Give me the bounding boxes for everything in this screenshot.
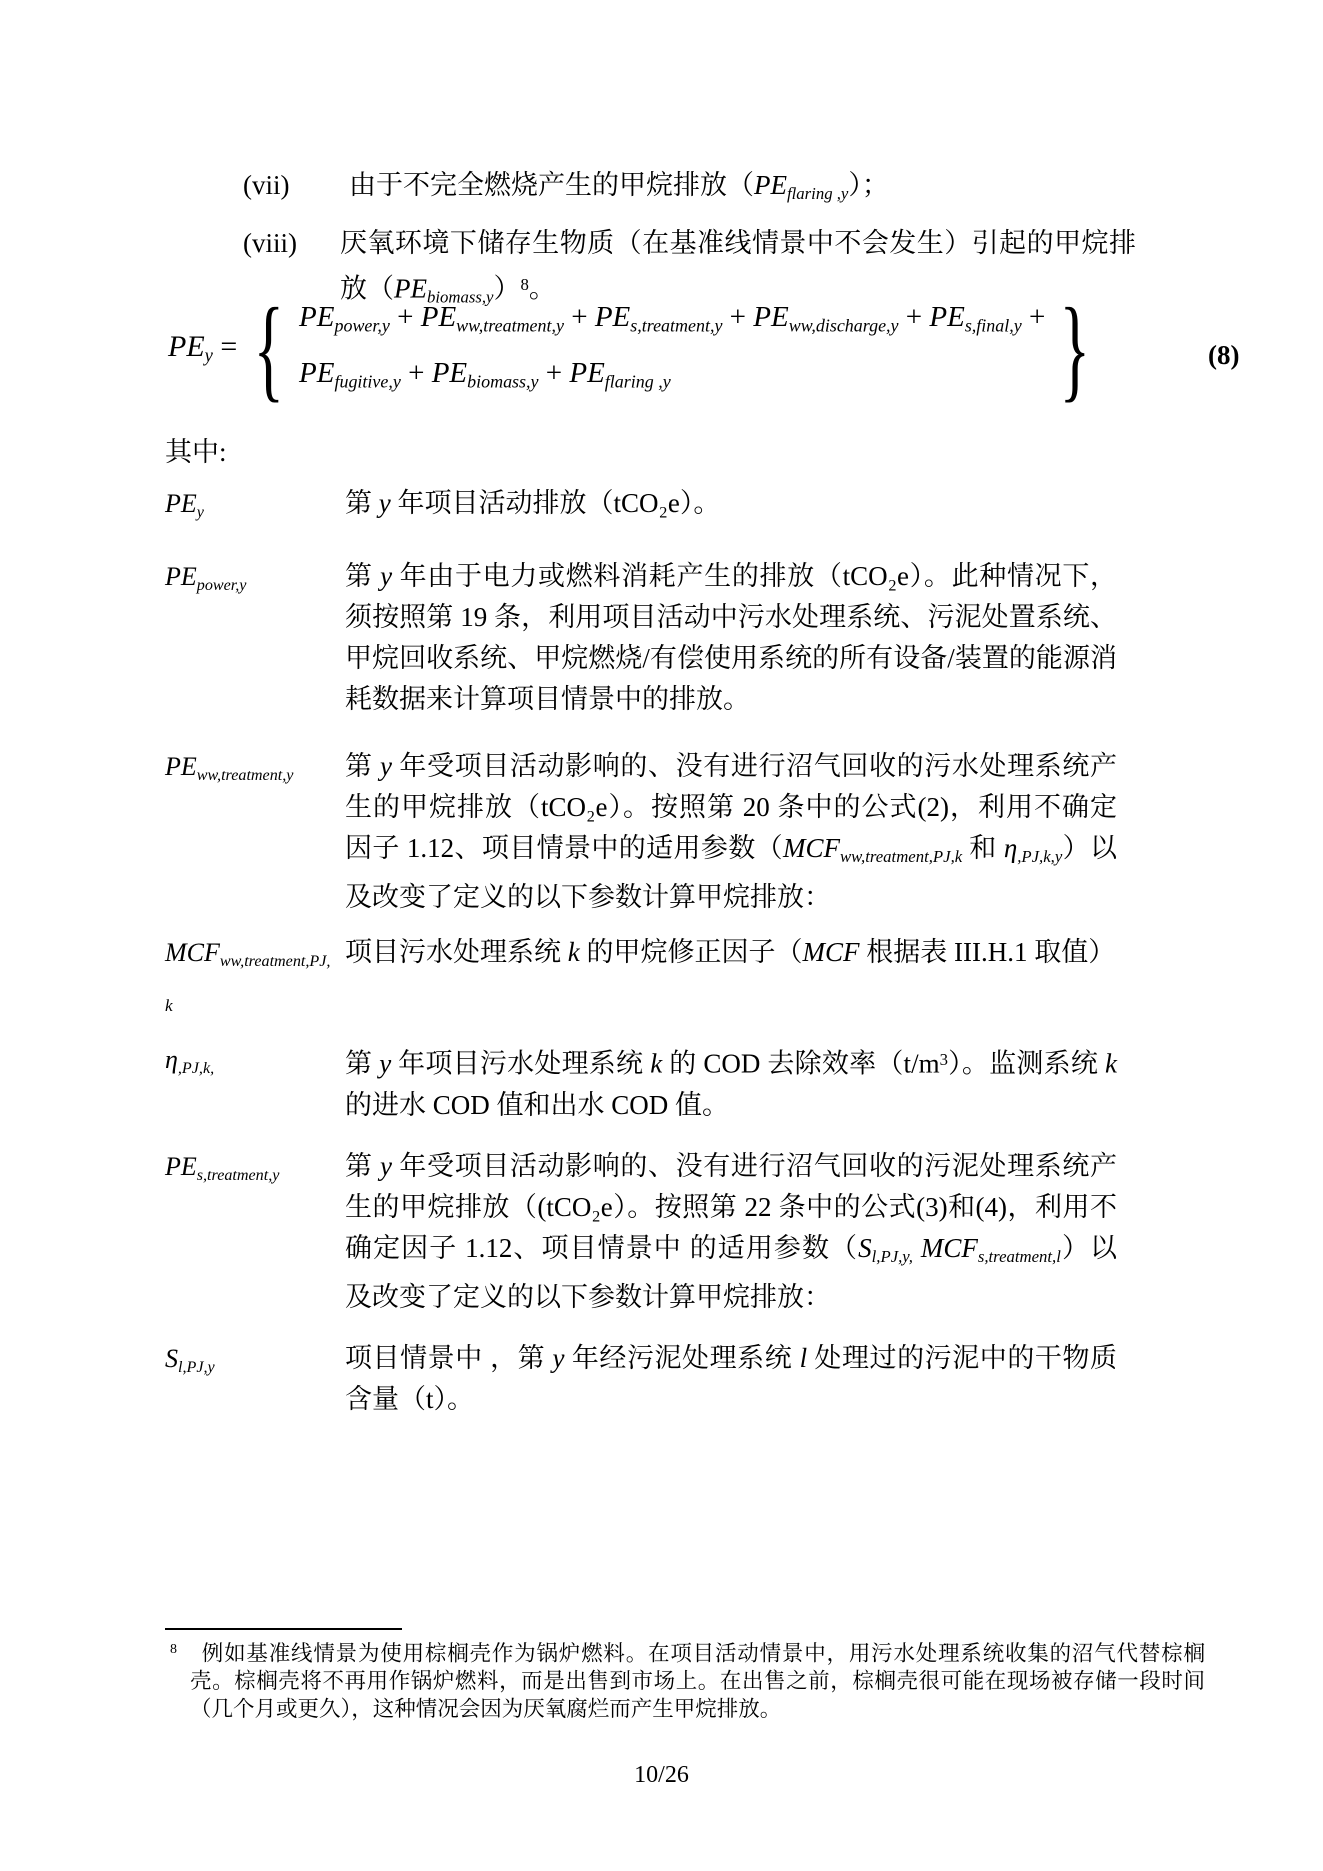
definition-desc: 第 y 年由于电力或燃料消耗产生的排放（tCO₂e）。此种情况下，须按照第 19 条，利用项目活动中污水处理系统、污泥处置系统、甲烷回收系统、甲烷燃烧/有偿使用系统的所有设备/装置的能源消耗数据来计算项目情景中的排放。	[345, 561, 1118, 714]
equation-8	[168, 285, 1103, 413]
definition-term: PEww,treatment,y	[165, 752, 294, 784]
definition-term: PEs,treatment,y	[165, 1152, 280, 1184]
definition-desc: 第 y 年受项目活动影响的、没有进行沼气回收的污泥处理系统产生的甲烷排放（(tCO₂e）。按照第 22 条中的公式(3)和(4)，利用不确定因子 1.12、项目情景中 的适用参数（Sl,PJ,y, MCFs,treatment,l）以及改变了定义的以下参数计算甲烷排放：	[345, 1151, 1118, 1313]
where-label: 其中:	[165, 437, 227, 467]
list-item-vii	[243, 164, 1049, 215]
definition-term: η,PJ,k,	[165, 1045, 215, 1077]
definition-term: PEy	[165, 489, 204, 521]
footnote-marker: 8	[170, 1642, 177, 1657]
equation-right-brace: }	[1059, 285, 1091, 413]
definition-desc: 第 y 年项目污水处理系统 k 的 COD 去除效率$(t/m^3)$。监测系统 k 的进水 COD 值和出水 COD 值。	[345, 1048, 1118, 1120]
definition-desc: 项目污水处理系统 k 的甲烷修正因子（MCF 根据表 III.H.1 取值）	[345, 937, 1116, 967]
equation-left-brace: {	[253, 285, 285, 413]
definition-row-mcf	[165, 932, 1165, 1026]
list-item-viii-label: (viii)	[243, 228, 297, 258]
equation-row-1: PEpower,y + PEww,treatment,y + PEs,treatment,y + PEww,discharge,y + PEs,final,y +	[299, 300, 1046, 335]
page-number: 10/26	[634, 1762, 689, 1788]
definition-term: PEpower,y	[165, 562, 247, 594]
definition-row-pe-power	[165, 556, 1165, 720]
list-item-vii-text: 由于不完全燃烧产生的甲烷排放（PEflaring ,y）；	[349, 170, 889, 204]
definition-row-s-l-pj-y	[165, 1338, 1165, 1420]
equation-row-2: PEfugitive,y + PEbiomass,y + PEflaring ,y	[299, 357, 671, 392]
definition-row-eta	[165, 1039, 1165, 1126]
footnote-separator-rule	[165, 1628, 402, 1630]
definition-term: MCFww,treatment,PJ, k	[165, 938, 331, 1015]
definition-desc: 第 y 年受项目活动影响的、没有进行沼气回收的污水处理系统产生的甲烷排放（tCO₂e）。按照第 20 条中的公式(2)，利用不确定因子 1.12、项目情景中的适用参数（MCFww,treatment,PJ,k 和 η,PJ,k,y）以及改变了定义的以下参数计算甲烷排放：	[345, 751, 1118, 913]
equation-body	[299, 298, 1045, 401]
definition-desc: 项目情景中 ，第 y 年经污泥处理系统 l 处理过的污泥中的干物质含量（t）。	[345, 1343, 1118, 1414]
list-item-viii-text: 厌氧环境下储存生物质（在基准线情景中不会发生）引起的甲烷排放（PEbiomass,y）$^8$。	[340, 228, 1136, 307]
definition-row-pe-y	[165, 483, 1165, 533]
definition-row-pe-ww-treatment	[165, 746, 1165, 918]
definition-desc: 第 y 年项目活动排放（tCO₂e）。	[345, 488, 721, 518]
equation-number: (8)	[1208, 340, 1240, 370]
footnote-text: 例如基准线情景为使用棕榈壳作为锅炉燃料。在项目活动情景中，用污水处理系统收集的沼气代替棕榈壳。棕榈壳将不再用作锅炉燃料，而是出售到市场上。在出售之前，棕榈壳很可能在现场被存储一段时间（几个月或更久），这种情况会因为厌氧腐烂而产生甲烷排放。	[190, 1641, 1205, 1721]
list-item-vii-label: (vii)	[243, 170, 290, 200]
equation-lhs: PEy =	[168, 330, 238, 367]
footnote	[165, 1636, 1205, 1723]
definition-term: Sl,PJ,y	[165, 1344, 215, 1376]
definition-row-pe-s-treatment	[165, 1146, 1165, 1318]
